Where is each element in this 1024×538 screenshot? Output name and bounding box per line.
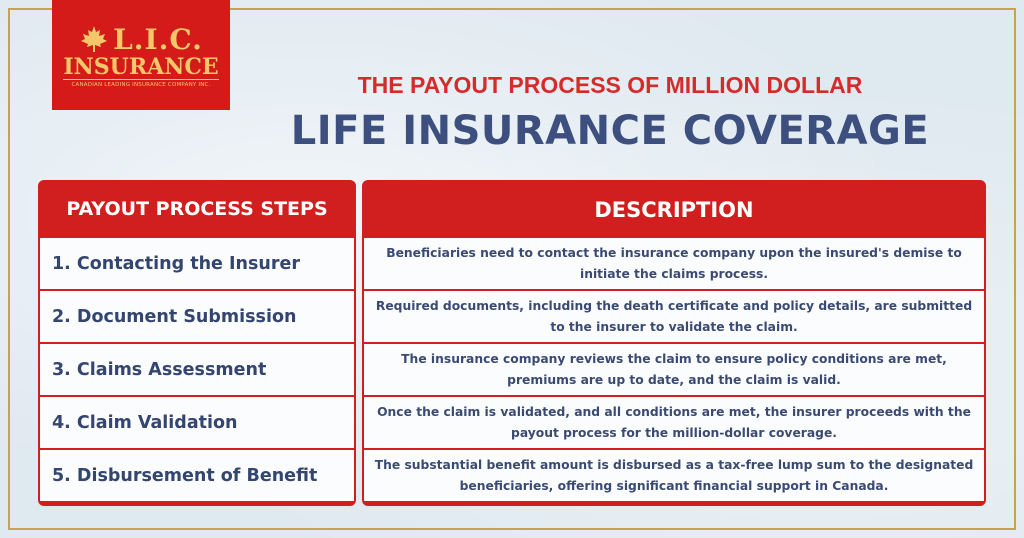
description-row: Once the claim is validated, and all conditions are met, the insurer proceeds with the payout process for the million-dollar coverage. — [364, 397, 984, 448]
step-row: 2. Document Submission — [40, 291, 354, 342]
description-row: The substantial benefit amount is disbursed as a tax-free lump sum to the designated beneficiaries, offering significant financial support in Canada. — [364, 450, 984, 501]
step-row: 5. Disbursement of Benefit — [40, 450, 354, 501]
description-header: DESCRIPTION — [594, 197, 754, 222]
description-panel — [362, 180, 986, 506]
title-line-1: THE PAYOUT PROCESS OF MILLION DOLLAR — [357, 72, 863, 98]
maple-leaf-icon — [79, 24, 109, 54]
logo-subtitle: INSURANCE — [63, 53, 219, 80]
steps-header: PAYOUT PROCESS STEPS — [66, 198, 328, 221]
step-row: 3. Claims Assessment — [40, 344, 354, 395]
logo-tagline: CANADIAN LEADING INSURANCE COMPANY INC. — [71, 81, 211, 88]
step-row: 4. Claim Validation — [40, 397, 354, 448]
steps-panel — [38, 180, 356, 506]
steps-list — [40, 238, 354, 501]
step-row: 1. Contacting the Insurer — [40, 238, 354, 289]
description-row: Beneficiaries need to contact the insurance company upon the insured's demise to initiate the claims process. — [364, 238, 984, 289]
description-row: Required documents, including the death certificate and policy details, are submitted to the insurer to validate the claim. — [364, 291, 984, 342]
logo-top — [79, 23, 203, 56]
description-row: The insurance company reviews the claim to ensure policy conditions are met, premiums are up to date, and the claim is valid. — [364, 344, 984, 395]
logo-name: L.I.C. — [113, 22, 203, 56]
description-list — [364, 238, 984, 501]
title-line-2: LIFE INSURANCE COVERAGE — [290, 108, 930, 154]
company-logo[interactable] — [52, 0, 230, 110]
